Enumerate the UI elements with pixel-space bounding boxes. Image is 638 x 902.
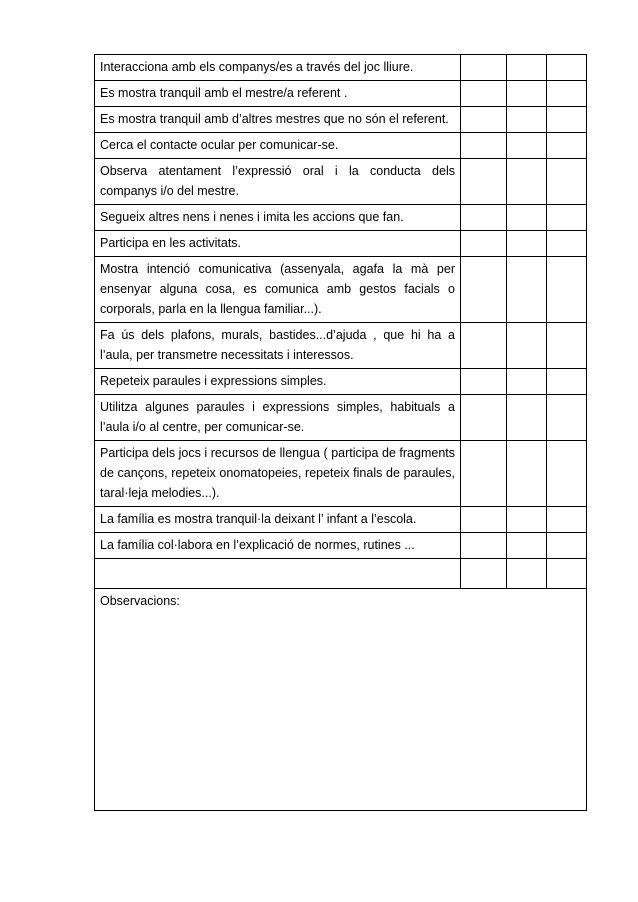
- item-description: Interacciona amb els companys/es a través del joc lliure.: [95, 55, 461, 81]
- checklist-row: [95, 395, 587, 441]
- check-cell-2[interactable]: [507, 133, 547, 159]
- check-cell-1[interactable]: [461, 159, 507, 205]
- check-cell-1[interactable]: [461, 107, 507, 133]
- check-cell-2[interactable]: [507, 533, 547, 559]
- checklist-row: [95, 369, 587, 395]
- check-cell-1[interactable]: [461, 231, 507, 257]
- item-description: Fa ús dels plafons, murals, bastides...d’ajuda , que hi ha a l’aula, per transmetre necessitats i interessos.: [95, 323, 461, 369]
- checklist-row: [95, 231, 587, 257]
- observations-cell[interactable]: [95, 589, 587, 811]
- check-cell-2[interactable]: [507, 107, 547, 133]
- check-cell-1[interactable]: [461, 441, 507, 507]
- check-cell-3[interactable]: [547, 395, 587, 441]
- checklist-row: [95, 559, 587, 589]
- item-description: La família col·labora en l’explicació de normes, rutines ...: [95, 533, 461, 559]
- check-cell-3[interactable]: [547, 81, 587, 107]
- checklist-row: [95, 205, 587, 231]
- item-description: Participa dels jocs i recursos de llengua ( participa de fragments de cançons, repeteix onomatopeies, repeteix finals de paraules, taral·leja melodies...).: [95, 441, 461, 507]
- check-cell-1[interactable]: [461, 205, 507, 231]
- checklist-row: [95, 441, 587, 507]
- check-cell-3[interactable]: [547, 507, 587, 533]
- check-cell-2[interactable]: [507, 81, 547, 107]
- observations-row: [95, 589, 587, 811]
- check-cell-2[interactable]: [507, 159, 547, 205]
- check-cell-3[interactable]: [547, 559, 587, 589]
- check-cell-3[interactable]: [547, 533, 587, 559]
- check-cell-3[interactable]: [547, 107, 587, 133]
- check-cell-2[interactable]: [507, 55, 547, 81]
- check-cell-2[interactable]: [507, 205, 547, 231]
- item-description: Es mostra tranquil amb el mestre/a referent .: [95, 81, 461, 107]
- item-description: Observa atentament l’expressió oral i la conducta dels companys i/o del mestre.: [95, 159, 461, 205]
- check-cell-1[interactable]: [461, 507, 507, 533]
- checklist-row: [95, 507, 587, 533]
- item-description: La família es mostra tranquil·la deixant l’ infant a l’escola.: [95, 507, 461, 533]
- check-cell-1[interactable]: [461, 533, 507, 559]
- check-cell-1[interactable]: [461, 369, 507, 395]
- item-description: Repeteix paraules i expressions simples.: [95, 369, 461, 395]
- check-cell-3[interactable]: [547, 369, 587, 395]
- check-cell-3[interactable]: [547, 205, 587, 231]
- item-description: Es mostra tranquil amb d’altres mestres que no són el referent.: [95, 107, 461, 133]
- item-description: Mostra intenció comunicativa (assenyala, agafa la mà per ensenyar alguna cosa, es comunica amb gestos facials o corporals, parla en la llengua familiar...).: [95, 257, 461, 323]
- check-cell-1[interactable]: [461, 323, 507, 369]
- check-cell-1[interactable]: [461, 395, 507, 441]
- check-cell-2[interactable]: [507, 257, 547, 323]
- check-cell-3[interactable]: [547, 323, 587, 369]
- checklist-row: [95, 107, 587, 133]
- item-description: Cerca el contacte ocular per comunicar-se.: [95, 133, 461, 159]
- observations-label: Observacions:: [100, 594, 180, 608]
- item-description: Participa en les activitats.: [95, 231, 461, 257]
- check-cell-3[interactable]: [547, 441, 587, 507]
- check-cell-2[interactable]: [507, 323, 547, 369]
- check-cell-1[interactable]: [461, 133, 507, 159]
- check-cell-2[interactable]: [507, 441, 547, 507]
- check-cell-2[interactable]: [507, 395, 547, 441]
- check-cell-2[interactable]: [507, 559, 547, 589]
- check-cell-1[interactable]: [461, 257, 507, 323]
- checklist-table: [94, 54, 587, 811]
- check-cell-1[interactable]: [461, 559, 507, 589]
- checklist-row: [95, 159, 587, 205]
- checklist-row: [95, 533, 587, 559]
- check-cell-2[interactable]: [507, 369, 547, 395]
- item-description: Segueix altres nens i nenes i imita les accions que fan.: [95, 205, 461, 231]
- check-cell-3[interactable]: [547, 231, 587, 257]
- check-cell-1[interactable]: [461, 55, 507, 81]
- check-cell-3[interactable]: [547, 257, 587, 323]
- checklist-row: [95, 133, 587, 159]
- item-description: Utilitza algunes paraules i expressions simples, habituals a l’aula i/o al centre, per comunicar-se.: [95, 395, 461, 441]
- checklist-row: [95, 55, 587, 81]
- check-cell-1[interactable]: [461, 81, 507, 107]
- check-cell-2[interactable]: [507, 507, 547, 533]
- checklist-row: [95, 323, 587, 369]
- check-cell-3[interactable]: [547, 55, 587, 81]
- item-description: [95, 559, 461, 589]
- check-cell-3[interactable]: [547, 133, 587, 159]
- check-cell-2[interactable]: [507, 231, 547, 257]
- check-cell-3[interactable]: [547, 159, 587, 205]
- checklist-rows: [95, 55, 587, 589]
- checklist-row: [95, 257, 587, 323]
- checklist-row: [95, 81, 587, 107]
